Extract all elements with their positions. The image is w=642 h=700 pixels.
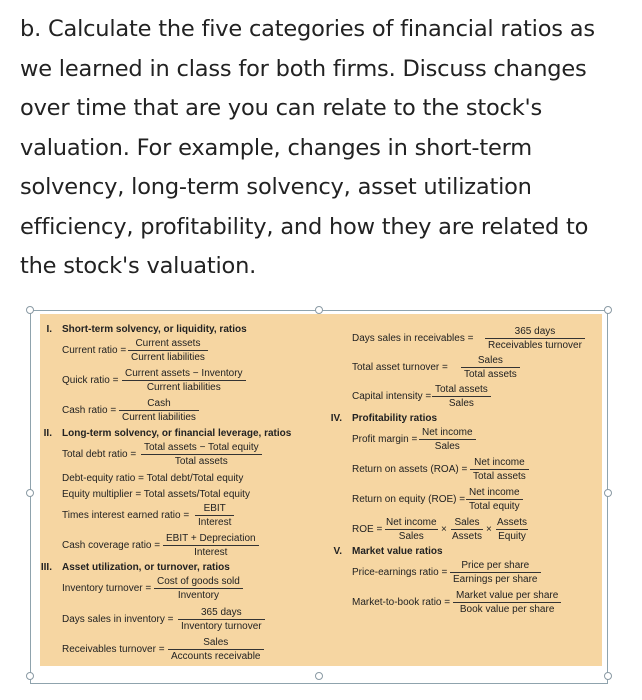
numerator: Sales xyxy=(168,637,264,650)
formula-label: Inventory turnover = xyxy=(62,583,152,594)
question-line: valuation. For example, changes in short-term xyxy=(20,134,532,161)
times-symbol: × xyxy=(441,524,447,535)
days-inventory-fraction xyxy=(178,607,265,632)
roe-fraction xyxy=(466,487,523,512)
denominator: Total assets xyxy=(473,471,526,482)
quick-ratio-fraction xyxy=(122,368,246,393)
section-title: Profitability ratios xyxy=(352,413,438,424)
section-number: III. xyxy=(40,562,52,573)
ratio-formula-sheet xyxy=(40,314,602,666)
denominator: Current liabilities xyxy=(122,412,196,423)
numerator: Net income xyxy=(470,457,529,470)
formula-label: Return on equity (ROE) = xyxy=(352,494,466,505)
formula-label: Return on assets (ROA) = xyxy=(352,464,468,475)
question-line: we learned in class for both firms. Discuss changes xyxy=(20,55,587,82)
section-title: Short-term solvency, or liquidity, ratios xyxy=(62,324,247,335)
cash-ratio-fraction xyxy=(119,398,199,423)
question-line: solvency, long-term solvency, asset utilization xyxy=(20,174,532,200)
formula-label: Cash ratio = xyxy=(62,405,117,416)
numerator: Cost of goods sold xyxy=(154,576,243,589)
numerator: Net income xyxy=(386,517,437,528)
equity-multiplier-formula: Equity multiplier = Total assets/Total equity xyxy=(62,489,250,500)
formula-label: Quick ratio = xyxy=(62,375,119,386)
resize-handle-left[interactable] xyxy=(26,489,34,497)
denominator: Receivables turnover xyxy=(488,340,582,351)
resize-handle-top-right[interactable] xyxy=(604,306,612,314)
section-title: Market value ratios xyxy=(352,546,443,557)
numerator: 365 days xyxy=(178,607,265,620)
formula-label: Receivables turnover = xyxy=(62,644,165,655)
numerator: Current assets xyxy=(128,338,208,351)
numerator: Market value per share xyxy=(453,590,561,603)
debt-equity-formula: Debt-equity ratio = Total debt/Total equity xyxy=(62,473,244,484)
question-line: b. Calculate the five categories of financial ratios as xyxy=(20,16,595,42)
numerator: EBIT xyxy=(195,503,234,516)
formula-label: Times interest earned ratio = xyxy=(62,510,190,521)
total-asset-turnover-fraction xyxy=(461,355,520,380)
numerator: Sales xyxy=(461,355,520,368)
profit-margin-fraction xyxy=(419,427,476,452)
capital-intensity-fraction xyxy=(432,384,491,409)
numerator: Current assets − Inventory xyxy=(122,368,246,381)
days-receivables-fraction xyxy=(485,326,585,351)
inventory-turnover-fraction xyxy=(154,576,243,601)
numerator: 365 days xyxy=(485,326,585,339)
resize-handle-bottom[interactable] xyxy=(315,672,323,680)
denominator: Sales xyxy=(398,531,424,542)
denominator: Book value per share xyxy=(459,604,555,615)
denominator: Total assets xyxy=(464,369,517,380)
numerator: Price per share xyxy=(450,560,541,573)
numerator: Net income xyxy=(466,487,523,500)
dupont-profit-margin-fraction xyxy=(385,517,438,542)
dupont-turnover-fraction xyxy=(451,517,483,542)
denominator: Total assets xyxy=(174,456,228,467)
formula-label: Capital intensity = xyxy=(352,391,432,402)
numerator: Total assets xyxy=(432,384,491,397)
denominator: Inventory turnover xyxy=(181,621,262,632)
resize-handle-right[interactable] xyxy=(604,489,612,497)
denominator: Total equity xyxy=(469,501,520,512)
question-line: over time that are you can relate to the stock's xyxy=(20,95,543,121)
formula-label: Total asset turnover = xyxy=(352,362,448,373)
formula-label: Cash coverage ratio = xyxy=(62,540,161,551)
denominator: Current liabilities xyxy=(131,352,205,363)
denominator: Inventory xyxy=(177,590,219,601)
current-ratio-fraction xyxy=(128,338,208,363)
roa-fraction xyxy=(470,457,529,482)
section-number: I. xyxy=(46,324,52,335)
denominator: Equity xyxy=(498,531,526,542)
formula-label: ROE = xyxy=(352,524,383,535)
numerator: Net income xyxy=(419,427,476,440)
formula-label: Days sales in receivables = xyxy=(352,333,474,344)
question-line: efficiency, profitability, and how they are related to xyxy=(20,213,589,240)
denominator: Sales xyxy=(448,398,474,409)
denominator: Accounts receivable xyxy=(171,651,261,662)
formula-label: Current ratio = xyxy=(62,345,127,356)
dupont-equity-multiplier-fraction xyxy=(496,517,528,542)
numerator: Total assets − Total equity xyxy=(141,442,262,455)
denominator: Earnings per share xyxy=(453,574,538,585)
times-interest-fraction xyxy=(195,503,234,528)
formula-label: Total debt ratio = xyxy=(62,449,137,460)
numerator: Sales xyxy=(451,517,483,530)
denominator: Assets xyxy=(452,531,483,542)
numerator: Cash xyxy=(119,398,199,411)
resize-handle-bottom-left[interactable] xyxy=(26,672,34,680)
formula-label: Price-earnings ratio = xyxy=(352,567,448,578)
denominator: Interest xyxy=(194,547,228,558)
section-number: II. xyxy=(43,428,52,439)
denominator: Interest xyxy=(198,517,232,528)
resize-handle-top-left[interactable] xyxy=(26,306,34,314)
formula-label: Market-to-book ratio = xyxy=(352,597,451,608)
numerator: Assets xyxy=(497,517,528,528)
section-title: Asset utilization, or turnover, ratios xyxy=(62,562,230,573)
formula-label: Days sales in inventory = xyxy=(62,614,174,625)
pe-ratio-fraction xyxy=(450,560,541,585)
resize-handle-bottom-right[interactable] xyxy=(604,672,612,680)
section-number: IV. xyxy=(330,413,342,424)
question-text xyxy=(20,10,624,287)
formula-label: Profit margin = xyxy=(352,434,418,445)
numerator: EBIT + Depreciation xyxy=(163,533,259,546)
section-number: V. xyxy=(333,546,342,557)
cash-coverage-fraction xyxy=(163,533,259,558)
total-debt-fraction xyxy=(141,442,262,467)
resize-handle-top[interactable] xyxy=(315,306,323,314)
denominator: Current liabilities xyxy=(146,382,221,393)
question-line: the stock's valuation. xyxy=(20,253,257,279)
times-symbol: × xyxy=(486,524,492,535)
section-title: Long-term solvency, or financial leverage, ratios xyxy=(62,428,292,439)
denominator: Sales xyxy=(434,441,460,452)
receivables-turnover-fraction xyxy=(168,637,264,662)
market-to-book-fraction xyxy=(453,590,561,615)
